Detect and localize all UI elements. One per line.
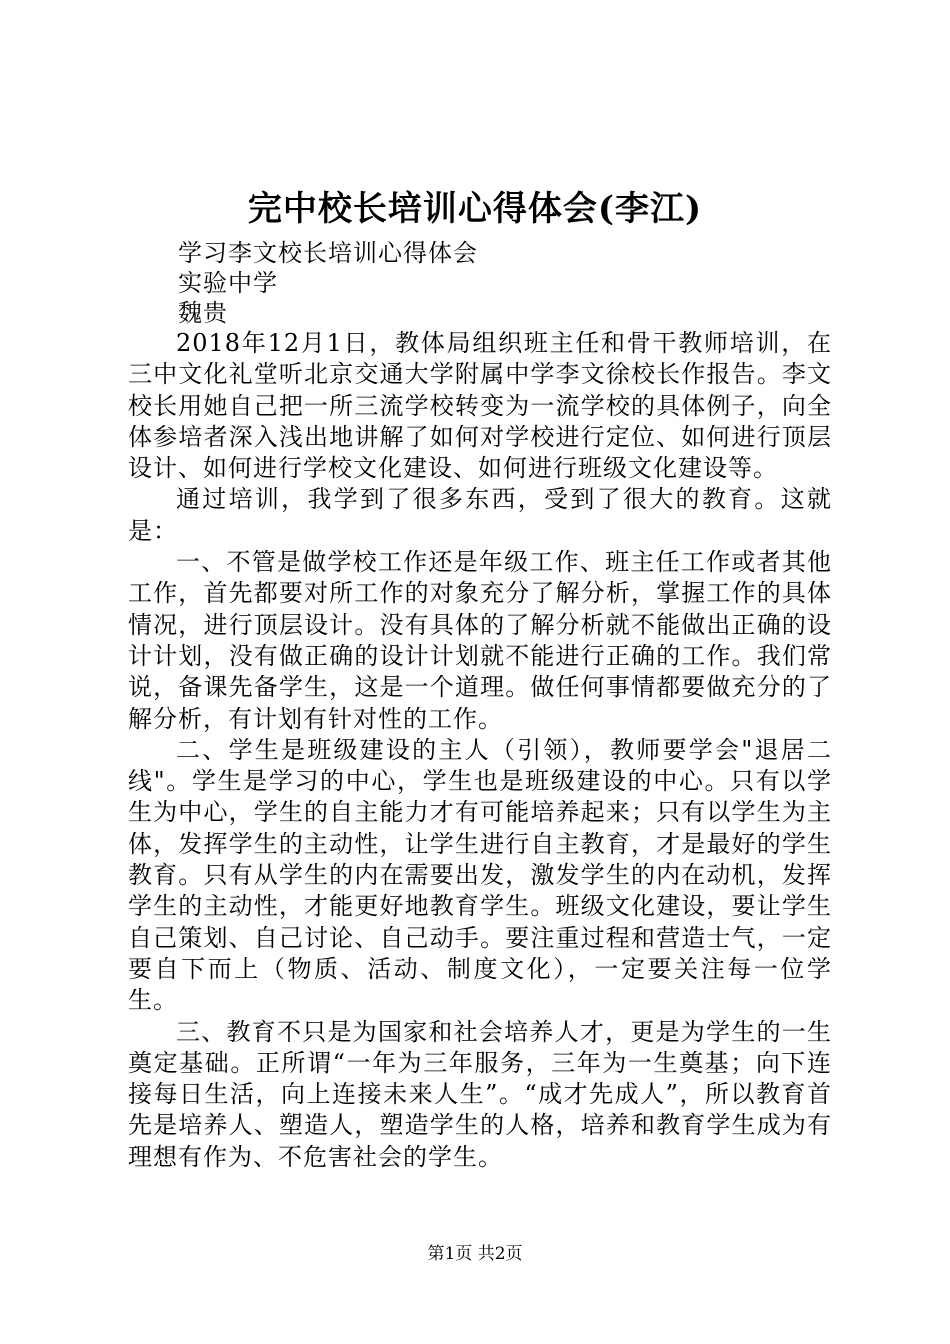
paragraph: 三、教育不只是为国家和社会培养人才，更是为学生的一生奠定基础。正所谓“一年为三年服务，三年为一生奠基；向下连接每日生活，向上连接未来人生”。“成才先成人”，所以教育首先是培养人、塑造人，塑造学生的人格，培养和教育学生成为有理想有作为、不危害社会的学生。 <box>128 1017 832 1171</box>
school-name: 实验中学 <box>178 269 278 297</box>
author-name: 魏贵 <box>178 299 228 327</box>
document-subtitle: 学习李文校长培训心得体会 <box>178 239 478 267</box>
paragraph: 一、不管是做学校工作还是年级工作、班主任工作或者其他工作，首先都要对所工作的对象充分了解分析，掌握工作的具体情况，进行顶层设计。没有具体的了解分析就不能做出正确的设计计划，没有做正确的设计计划就不能进行正确的工作。我们常说，备课先备学生，这是一个道理。做任何事情都要做充分的了解分析，有计划有针对性的工作。 <box>128 548 832 733</box>
paragraph: 通过培训，我学到了很多东西，受到了很大的教育。这就是： <box>128 485 832 545</box>
document-title: 完中校长培训心得体会(李江) <box>247 189 703 229</box>
paragraph: 2018年12月1日，教体局组织班主任和骨干教师培训，在三中文化礼堂听北京交通大学附属中学李文徐校长作报告。李文校长用她自己把一所三流学校转变为一流学校的具体例子，向全体参培者深入浅出地讲解了如何对学校进行定位、如何进行顶层设计、如何进行学校文化建设、如何进行班级文化建设等。 <box>128 329 832 483</box>
paragraph: 二、学生是班级建设的主人（引领），教师要学会"退居二线"。学生是学习的中心，学生也是班级建设的中心。只有以学生为中心，学生的自主能力才有可能培养起来；只有以学生为主体，发挥学生的主动性，让学生进行自主教育，才是最好的学生教育。只有从学生的内在需要出发，激发学生的内在动机，发挥学生的主动性，才能更好地教育学生。班级文化建设，要让学生自己策划、自己讨论、自己动手。要注重过程和营造士气，一定要自下而上（物质、活动、制度文化），一定要关注每一位学生。 <box>128 735 832 1015</box>
document-body <box>128 328 832 1173</box>
page-footer: 第1页 共2页 <box>427 1244 523 1264</box>
